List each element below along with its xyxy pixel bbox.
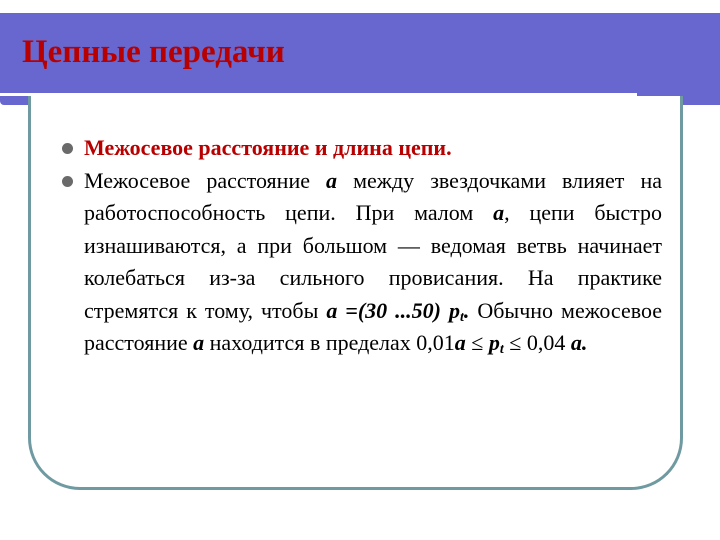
formula-subscript: t xyxy=(459,309,464,325)
var-a: а xyxy=(193,330,205,355)
bullet-list xyxy=(62,132,662,360)
body-text: ≤ xyxy=(465,330,489,355)
slide-title: Цепные передачи xyxy=(22,34,285,70)
body-text: между звездочками влияет на работоспособность цепи. При малом xyxy=(84,167,663,225)
bullet-heading-text: Межосевое расстояние и длина цепи. xyxy=(84,135,452,160)
var-a: а xyxy=(326,167,338,193)
bullet-item-heading xyxy=(62,132,662,165)
var-a: а xyxy=(454,330,466,355)
var-pt xyxy=(489,330,504,355)
body-text: , цепи быстро изнашиваются, а при большом — ведомая ветвь начинает колебаться из-за сильного провисания. На практике стремятся к тому, чтобы xyxy=(84,200,662,323)
body-text: Обычно межосевое расстояние xyxy=(84,297,662,355)
bullet-item-body xyxy=(62,165,662,360)
bullet-dot-icon xyxy=(62,143,73,154)
var-a: а xyxy=(570,330,582,355)
pt-subscript: t xyxy=(499,342,504,357)
formula xyxy=(326,298,469,323)
body-text: находится в пределах 0,01 xyxy=(204,330,455,355)
formula-text: а =(30 ...50) р xyxy=(326,297,460,323)
body-text: Межосевое расстояние xyxy=(84,167,327,193)
pt-text: р xyxy=(488,330,500,355)
formula-end: . xyxy=(463,297,470,323)
body-text: ≤ 0,04 xyxy=(503,330,571,355)
sentence-end: . xyxy=(581,330,588,355)
var-a: а xyxy=(493,200,505,225)
bullet-dot-icon xyxy=(62,176,73,187)
